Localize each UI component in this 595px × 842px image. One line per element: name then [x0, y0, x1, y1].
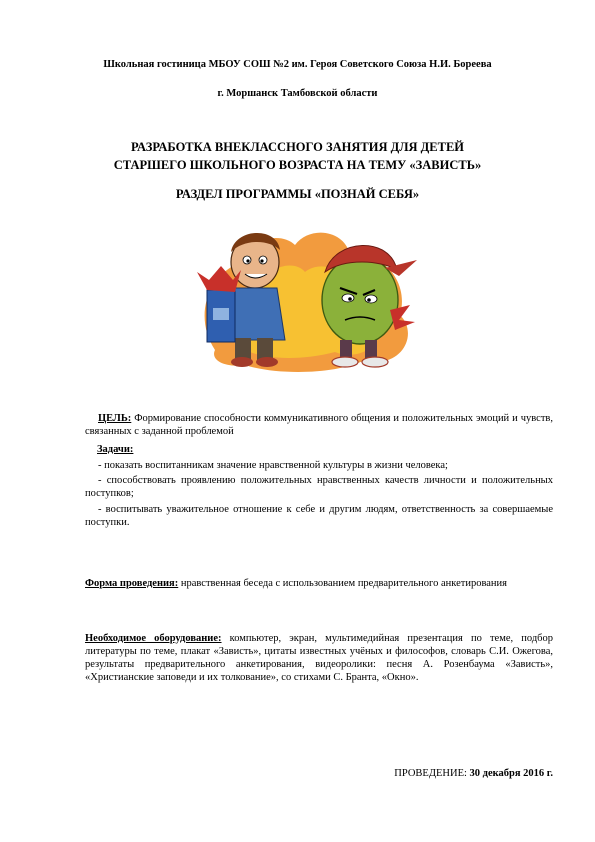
city-header: г. Моршанск Тамбовской области	[217, 88, 378, 99]
title-line-2: СТАРШЕГО ШКОЛЬНОГО ВОЗРАСТА НА ТЕМУ «ЗАВИСТЬ»	[113, 158, 482, 172]
form-paragraph	[85, 577, 553, 590]
two-cartoon-boys-illustration	[185, 210, 430, 380]
form-label: Форма проведения:	[85, 578, 179, 589]
goal-label: ЦЕЛЬ:	[98, 413, 132, 424]
goal-text: Формирование способности коммуникативного общения и положительных эмоций и чувств, связанных с заданной проблемой	[85, 413, 553, 437]
school-name-header: Школьная гостиница МБОУ СОШ №2 им. Героя Советского Союза Н.И. Бореева	[103, 59, 492, 70]
equipment-paragraph	[85, 632, 553, 684]
equipment-label: Необходимое оборудование:	[85, 633, 222, 644]
event-date	[394, 768, 553, 779]
event-date-label: ПРОВЕДЕНИЕ:	[394, 768, 467, 779]
equipment-text: компьютер, экран, мультимедийная презентация по теме, подбор литературы по теме, плакат «Зависть», цитаты известных учёных и философов, словарь С.И. Ожегова, результаты предварительного анкетирования, видеоролики: песня А. Розенбаума «Зависть», «Христианские заповеди и их толкование», со стихами С. Бранта, «Окно».	[85, 633, 554, 683]
event-date-value: 30 декабря 2016 г.	[469, 768, 553, 779]
form-text: нравственная беседа с использованием предварительного анкетирования	[178, 578, 508, 589]
program-section-title: РАЗДЕЛ ПРОГРАММЫ «ПОЗНАЙ СЕБЯ»	[175, 187, 420, 201]
task-item-1: - показать воспитанникам значение нравственной культуры в жизни человека;	[98, 460, 448, 471]
tasks-label: Задачи:	[97, 444, 134, 455]
title-line-1: РАЗРАБОТКА ВНЕКЛАССНОГО ЗАНЯТИЯ ДЛЯ ДЕТЕЙ	[130, 140, 465, 154]
task-item-3: - воспитывать уважительное отношение к себе и другим людям, ответственность за совершаемые поступки.	[85, 504, 553, 528]
goal-paragraph	[85, 412, 553, 438]
task-item-2: - способствовать проявлению положительных нравственных качеств личности и положительных поступков;	[85, 475, 553, 499]
